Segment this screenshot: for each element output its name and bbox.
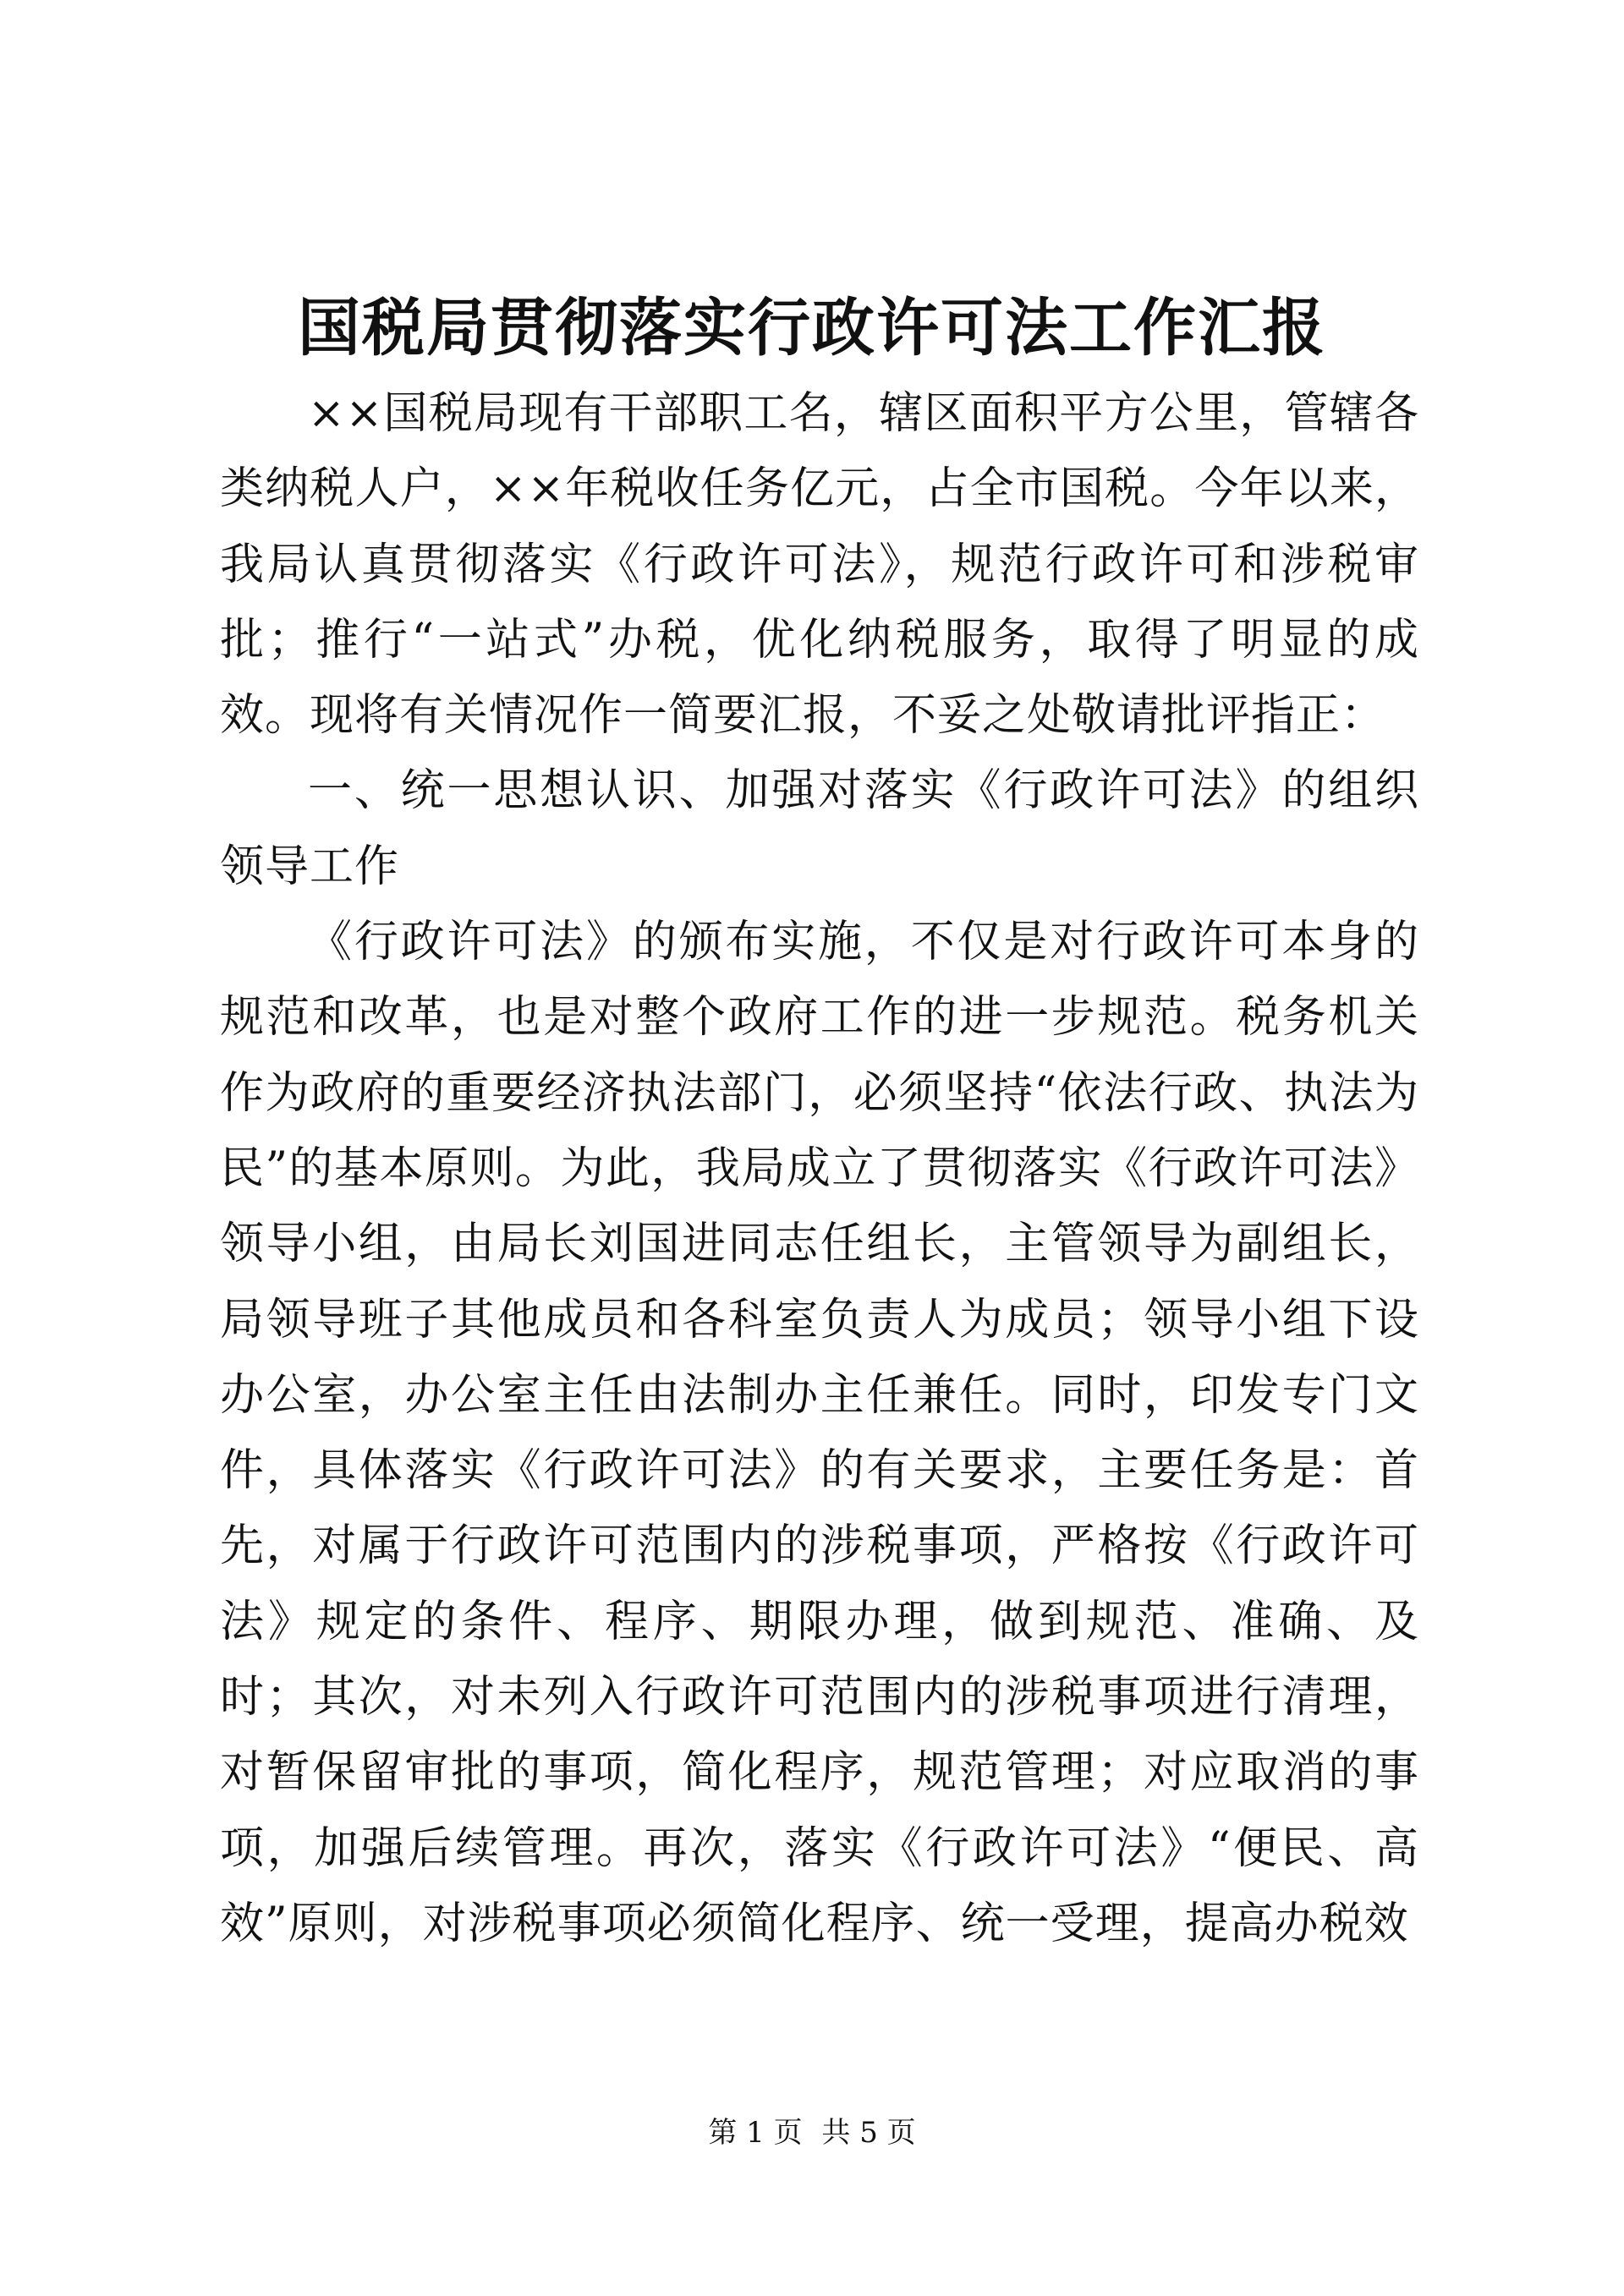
paragraph-intro: ××国税局现有干部职工名，辖区面积平方公里，管辖各类纳税人户，××年税收任务亿元，占全市国税。今年以来，我局认真贯彻落实《行政许可法》，规范行政许可和涉税审批；推行“一站式”办税，优化纳税服务，取得了明显的成效。现将有关情况作一简要汇报，不妥之处敬请批评指正：: [220, 388, 1419, 742]
page-total: 共 5 页: [821, 2116, 916, 2150]
document-title: 国税局贯彻落实行政许可法工作汇报: [298, 292, 1326, 364]
section-heading-1: 一、统一思想认识、加强对落实《行政许可法》的组织领导工作: [220, 765, 1419, 892]
page-number: 第 1 页: [708, 2116, 803, 2150]
page-footer: [0, 2112, 1624, 2153]
document-body: [220, 376, 1419, 1962]
paragraph-section-1: 《行政许可法》的颁布实施，不仅是对行政许可本身的规范和改革，也是对整个政府工作的进一步规范。税务机关作为政府的重要经济执法部门，必须坚持“依法行政、执法为民”的基本原则。为此，我局成立了贯彻落实《行政许可法》领导小组，由局长刘国进同志任组长，主管领导为副组长，局领导班子其他成员和各科室负责人为成员；领导小组下设办公室，办公室主任由法制办主任兼任。同时，印发专门文件，具体落实《行政许可法》的有关要求，主要任务是：首先，对属于行政许可范围内的涉税事项，严格按《行政许可法》规定的条件、程序、期限办理，做到规范、准确、及时；其次，对未列入行政许可范围内的涉税事项进行清理，对暂保留审批的事项，简化程序，规范管理；对应取消的事项，加强后续管理。再次，落实《行政许可法》“便民、高效”原则，对涉税事项必须简化程序、统一受理，提高办税效: [220, 917, 1419, 1949]
